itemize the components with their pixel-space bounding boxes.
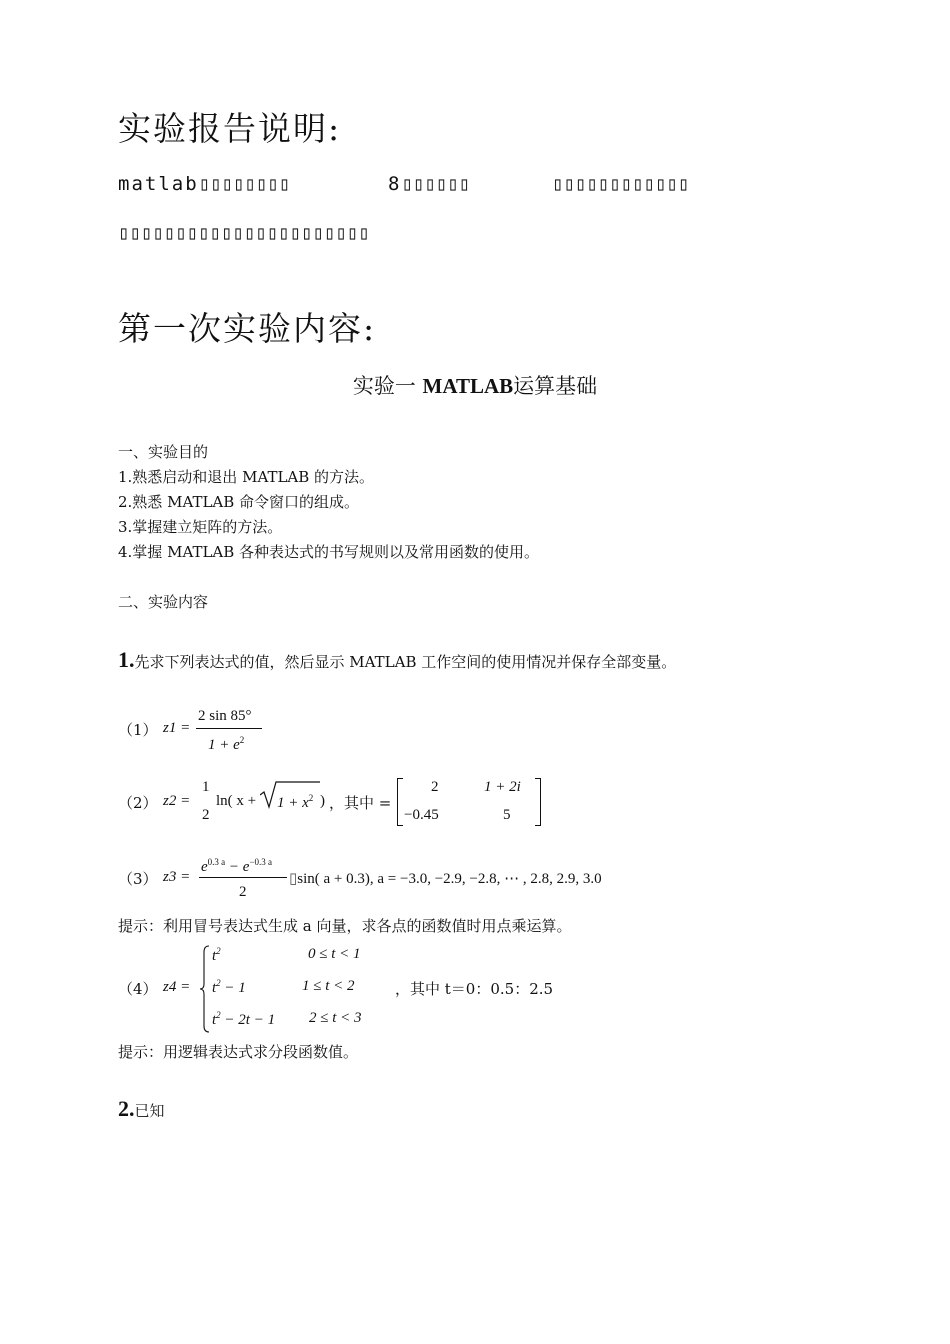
- problem-1-lhs: [163, 720, 190, 737]
- task-2-number: 2.: [118, 1096, 135, 1121]
- case-1-condition: 0 ≤ t < 1: [308, 946, 361, 962]
- matrix-right-bracket: [535, 778, 541, 826]
- case-2-t: t: [212, 980, 217, 996]
- case-3-expr: [212, 1010, 275, 1029]
- case-1-t: t: [212, 948, 217, 964]
- problem-4-lhs: [163, 979, 190, 996]
- case-3-tail: − 2t − 1: [220, 1012, 276, 1028]
- task-1-text: 先求下列表达式的值，然后显示 MATLAB 工作空间的使用情况并保存全部变量。: [134, 653, 677, 671]
- case-2-exp: 2: [216, 978, 221, 988]
- matrix-cell-11: 2: [431, 779, 439, 795]
- missing-glyphs-2: ▯▯▯▯▯▯: [401, 173, 471, 195]
- first-experiment-heading: 第一次实验内容:: [118, 309, 377, 348]
- purpose-item-1: 1.熟悉启动和退出 MATLAB 的方法。: [118, 468, 375, 486]
- num-e-1: e: [201, 859, 208, 875]
- experiment-title-suffix: 运算基础: [513, 374, 598, 398]
- experiment-title: [0, 370, 950, 400]
- z3-symbol: z3 =: [163, 869, 191, 885]
- purpose-item-2: 2.熟悉 MATLAB 命令窗口的组成。: [118, 493, 360, 511]
- purpose-item-4: 4.掌握 MATLAB 各种表达式的书写规则以及常用函数的使用。: [118, 543, 540, 561]
- z4-symbol: z4 =: [163, 979, 191, 995]
- problem-1-fraction-bar: [196, 728, 262, 729]
- num-e-2: − e: [225, 859, 250, 875]
- case-3-t: t: [212, 1012, 217, 1028]
- matrix-cell-12: 1 + 2i: [484, 779, 521, 795]
- num-exp-2: −0.3 a: [249, 857, 273, 867]
- matrix-left-bracket: [397, 778, 403, 826]
- case-2-condition: 1 ≤ t < 2: [302, 978, 355, 994]
- problem-2-close-paren: ): [320, 793, 325, 809]
- hint-2: 提示：用逻辑表达式求分段函数值。: [118, 1043, 359, 1061]
- problem-2-ln: [216, 793, 256, 810]
- task-2-text: 已知: [134, 1102, 165, 1120]
- missing-glyphs-1: ▯▯▯▯▯▯▯▯: [198, 173, 291, 195]
- problem-1-numerator: 2 sin 85°: [198, 708, 252, 724]
- problem-2-label: （2）: [118, 794, 158, 812]
- problem-3-lhs: [163, 869, 190, 886]
- problem-1-label: （1）: [118, 721, 158, 739]
- problem-3-numerator: [201, 857, 272, 876]
- case-3-exp: 2: [216, 1010, 221, 1020]
- case-2-tail: − 1: [220, 980, 246, 996]
- task-1-number: 1.: [118, 647, 135, 672]
- missing-glyph-box: ▯: [289, 871, 298, 887]
- z2-symbol: z2 =: [163, 793, 191, 809]
- task-1: [118, 647, 676, 673]
- problem-3-denominator: 2: [239, 884, 247, 900]
- case-3-condition: 2 ≤ t < 3: [309, 1010, 362, 1026]
- case-2-expr: [212, 978, 246, 997]
- hint-1: 提示：利用冒号表达式生成 a 向量，求各点的函数值时用点乘运算。: [118, 917, 572, 935]
- problem-4-label: （4）: [118, 980, 158, 998]
- missing-glyphs-3: ▯▯▯▯▯▯▯▯▯▯▯▯: [552, 173, 690, 195]
- den-exponent: 2: [239, 735, 245, 745]
- rest-expression: sin( a + 0.3), a = −3.0, −2.9, −2.8, ⋯ , 2.8, 2.9, 3.0: [297, 871, 602, 887]
- case-1-expr: [212, 946, 221, 965]
- problem-3-rest: [289, 869, 602, 888]
- notice-tail: [552, 173, 689, 195]
- notice-line-1: [118, 173, 290, 195]
- task-2: [118, 1096, 165, 1122]
- experiment-title-matlab: MATLAB: [422, 374, 514, 398]
- problem-2-frac-num: 1: [202, 779, 210, 795]
- problem-2-frac-den: 2: [202, 807, 210, 823]
- matrix-cell-21: −0.45: [404, 807, 439, 823]
- case-1-exp: 2: [216, 946, 221, 956]
- problem-2-sqrt-body: [277, 793, 313, 812]
- notice-number-text: 8: [388, 173, 402, 195]
- experiment-title-prefix: 实验一: [352, 374, 416, 398]
- sqrt-body: 1 + x: [277, 795, 309, 811]
- report-heading: 实验报告说明:: [118, 109, 342, 148]
- left-brace-icon: [198, 944, 212, 1034]
- sqrt-exp: 2: [308, 793, 314, 803]
- purpose-item-3: 3.掌握建立矩阵的方法。: [118, 518, 283, 536]
- problem-4-where: ，其中 t＝0：0.5：2.5: [395, 980, 554, 998]
- ln-part: ln( x +: [216, 793, 257, 809]
- problem-3-label: （3）: [118, 870, 158, 888]
- content-heading: 二、实验内容: [118, 593, 209, 611]
- problem-2-lhs: [163, 793, 190, 810]
- problem-2-where: ，其中 =: [329, 794, 392, 812]
- problem-1-denominator: [208, 735, 244, 754]
- notice-word-matlab: matlab: [118, 173, 199, 195]
- notice-number: [388, 173, 470, 195]
- missing-glyphs-4: ▯▯▯▯▯▯▯▯▯▯▯▯▯▯▯▯▯▯▯▯▯▯: [118, 222, 370, 244]
- z1-symbol: z1 =: [163, 720, 191, 736]
- num-exp-1: 0.3 a: [207, 857, 226, 867]
- matrix-cell-22: 5: [503, 807, 511, 823]
- purpose-heading: 一、实验目的: [118, 443, 209, 461]
- den-base: 1 + e: [208, 737, 240, 753]
- problem-3-fraction-bar: [199, 877, 287, 878]
- notice-line-2: [118, 222, 370, 244]
